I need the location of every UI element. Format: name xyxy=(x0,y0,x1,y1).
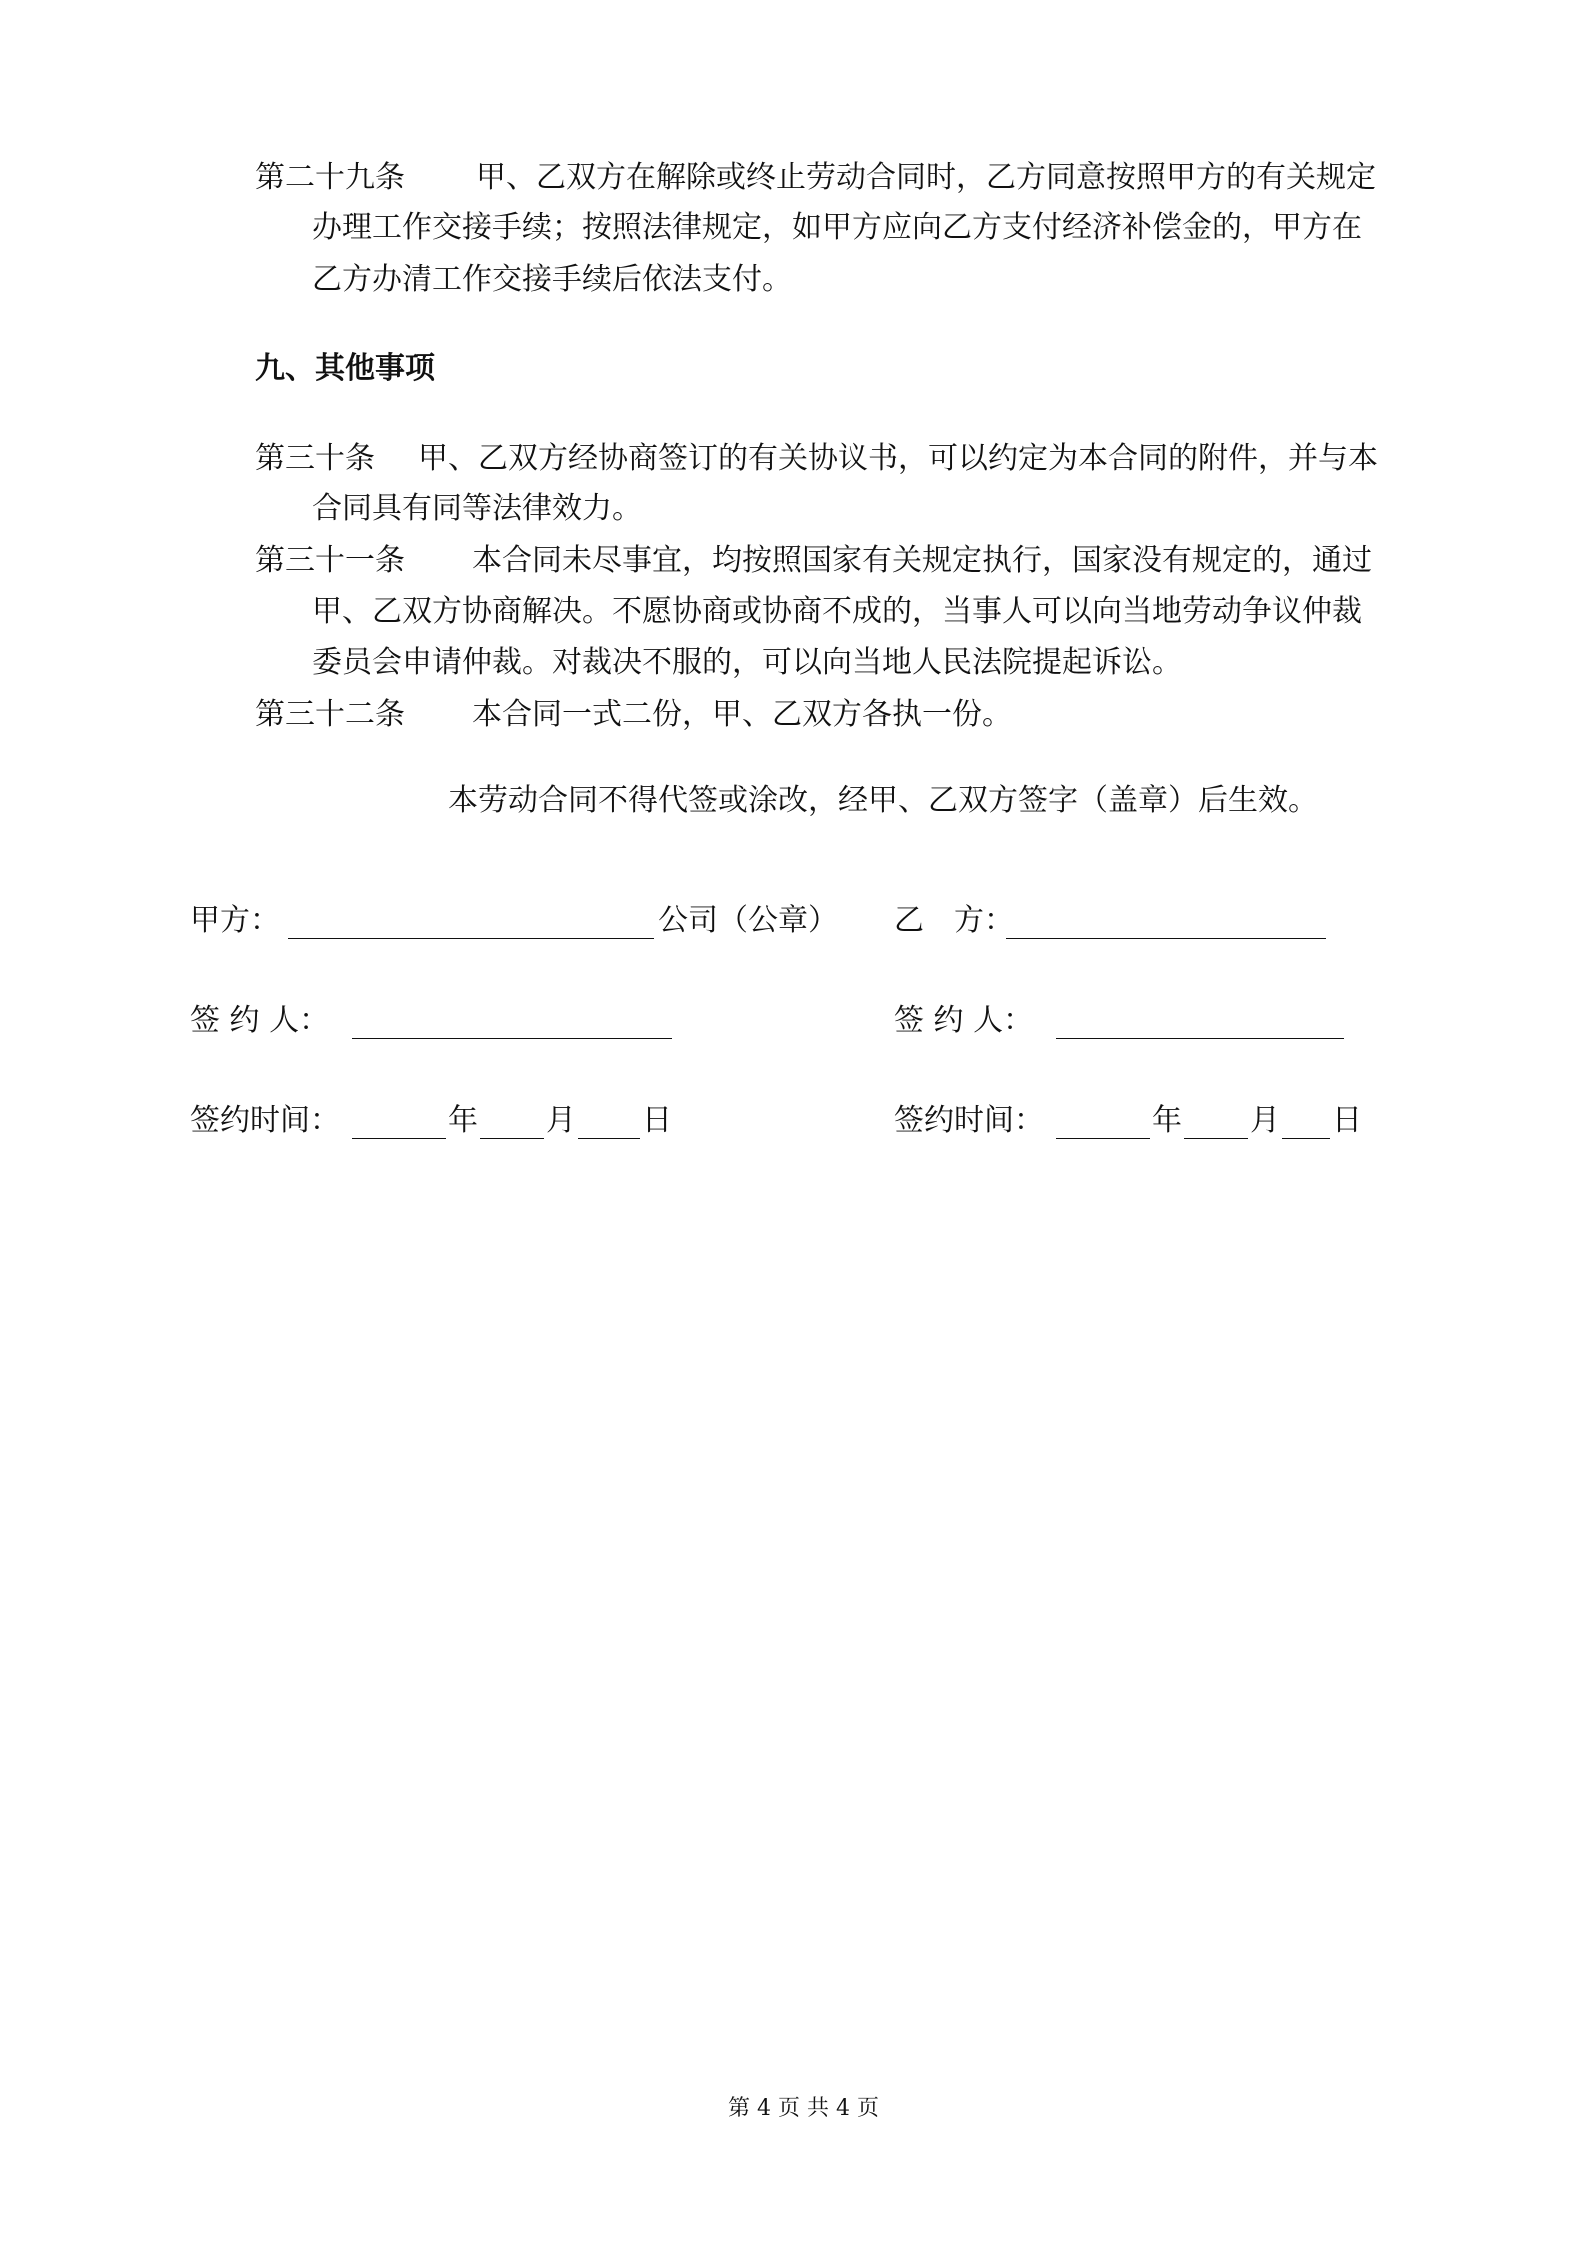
article-30-line-2: 合同具有同等法律效力。 xyxy=(312,491,642,526)
party-a-month-label: 月 xyxy=(546,1103,576,1138)
article-30-number: 第三十条 xyxy=(255,441,375,476)
article-29-number: 第二十九条 xyxy=(255,160,405,195)
article-32-line-1: 本合同一式二份，甲、乙双方各执一份。 xyxy=(472,697,1012,732)
party-a-label: 甲方： xyxy=(190,903,280,938)
party-b-signer-label: 签 约 人： xyxy=(894,1003,1034,1038)
party-b-year-label: 年 xyxy=(1152,1103,1182,1138)
party-b-blank[interactable] xyxy=(1006,938,1326,939)
party-a-date-label: 签约时间： xyxy=(190,1103,340,1138)
party-b-day-label: 日 xyxy=(1332,1103,1362,1138)
party-a-year-label: 年 xyxy=(448,1103,478,1138)
party-b-month-blank[interactable] xyxy=(1184,1138,1248,1139)
party-a-seal-label: 公司（公章） xyxy=(658,903,838,938)
party-a-day-label: 日 xyxy=(642,1103,672,1138)
party-a-year-blank[interactable] xyxy=(352,1138,446,1139)
party-a-signer-label: 签 约 人： xyxy=(190,1003,330,1038)
party-a-day-blank[interactable] xyxy=(578,1138,640,1139)
party-a-month-blank[interactable] xyxy=(480,1138,544,1139)
article-30-line-1: 甲、乙双方经协商签订的有关协议书，可以约定为本合同的附件，并与本 xyxy=(418,441,1378,476)
article-29-line-2: 办理工作交接手续；按照法律规定，如甲方应向乙方支付经济补偿金的，甲方在 xyxy=(312,210,1362,245)
effectiveness-notice: 本劳动合同不得代签或涂改，经甲、乙双方签字（盖章）后生效。 xyxy=(448,783,1318,818)
party-b-label: 乙 方： xyxy=(894,903,1014,938)
section-heading: 九、其他事项 xyxy=(255,351,435,386)
party-b-signer-blank[interactable] xyxy=(1056,1038,1344,1039)
article-29-line-1: 甲、乙双方在解除或终止劳动合同时，乙方同意按照甲方的有关规定 xyxy=(476,160,1376,195)
article-31-line-1: 本合同未尽事宜，均按照国家有关规定执行，国家没有规定的，通过 xyxy=(472,543,1372,578)
article-31-number: 第三十一条 xyxy=(255,543,405,578)
article-31-line-3: 委员会申请仲裁。对裁决不服的，可以向当地人民法院提起诉讼。 xyxy=(312,645,1182,680)
party-a-signer-blank[interactable] xyxy=(352,1038,672,1039)
page-number: 第 4 页 共 4 页 xyxy=(728,2096,879,2121)
party-b-month-label: 月 xyxy=(1250,1103,1280,1138)
article-32-number: 第三十二条 xyxy=(255,697,405,732)
party-b-year-blank[interactable] xyxy=(1056,1138,1150,1139)
party-a-blank[interactable] xyxy=(288,938,654,939)
party-b-date-label: 签约时间： xyxy=(894,1103,1044,1138)
party-b-day-blank[interactable] xyxy=(1282,1138,1330,1139)
article-29-line-3: 乙方办清工作交接手续后依法支付。 xyxy=(312,262,792,297)
article-31-line-2: 甲、乙双方协商解决。不愿协商或协商不成的，当事人可以向当地劳动争议仲裁 xyxy=(312,594,1362,629)
